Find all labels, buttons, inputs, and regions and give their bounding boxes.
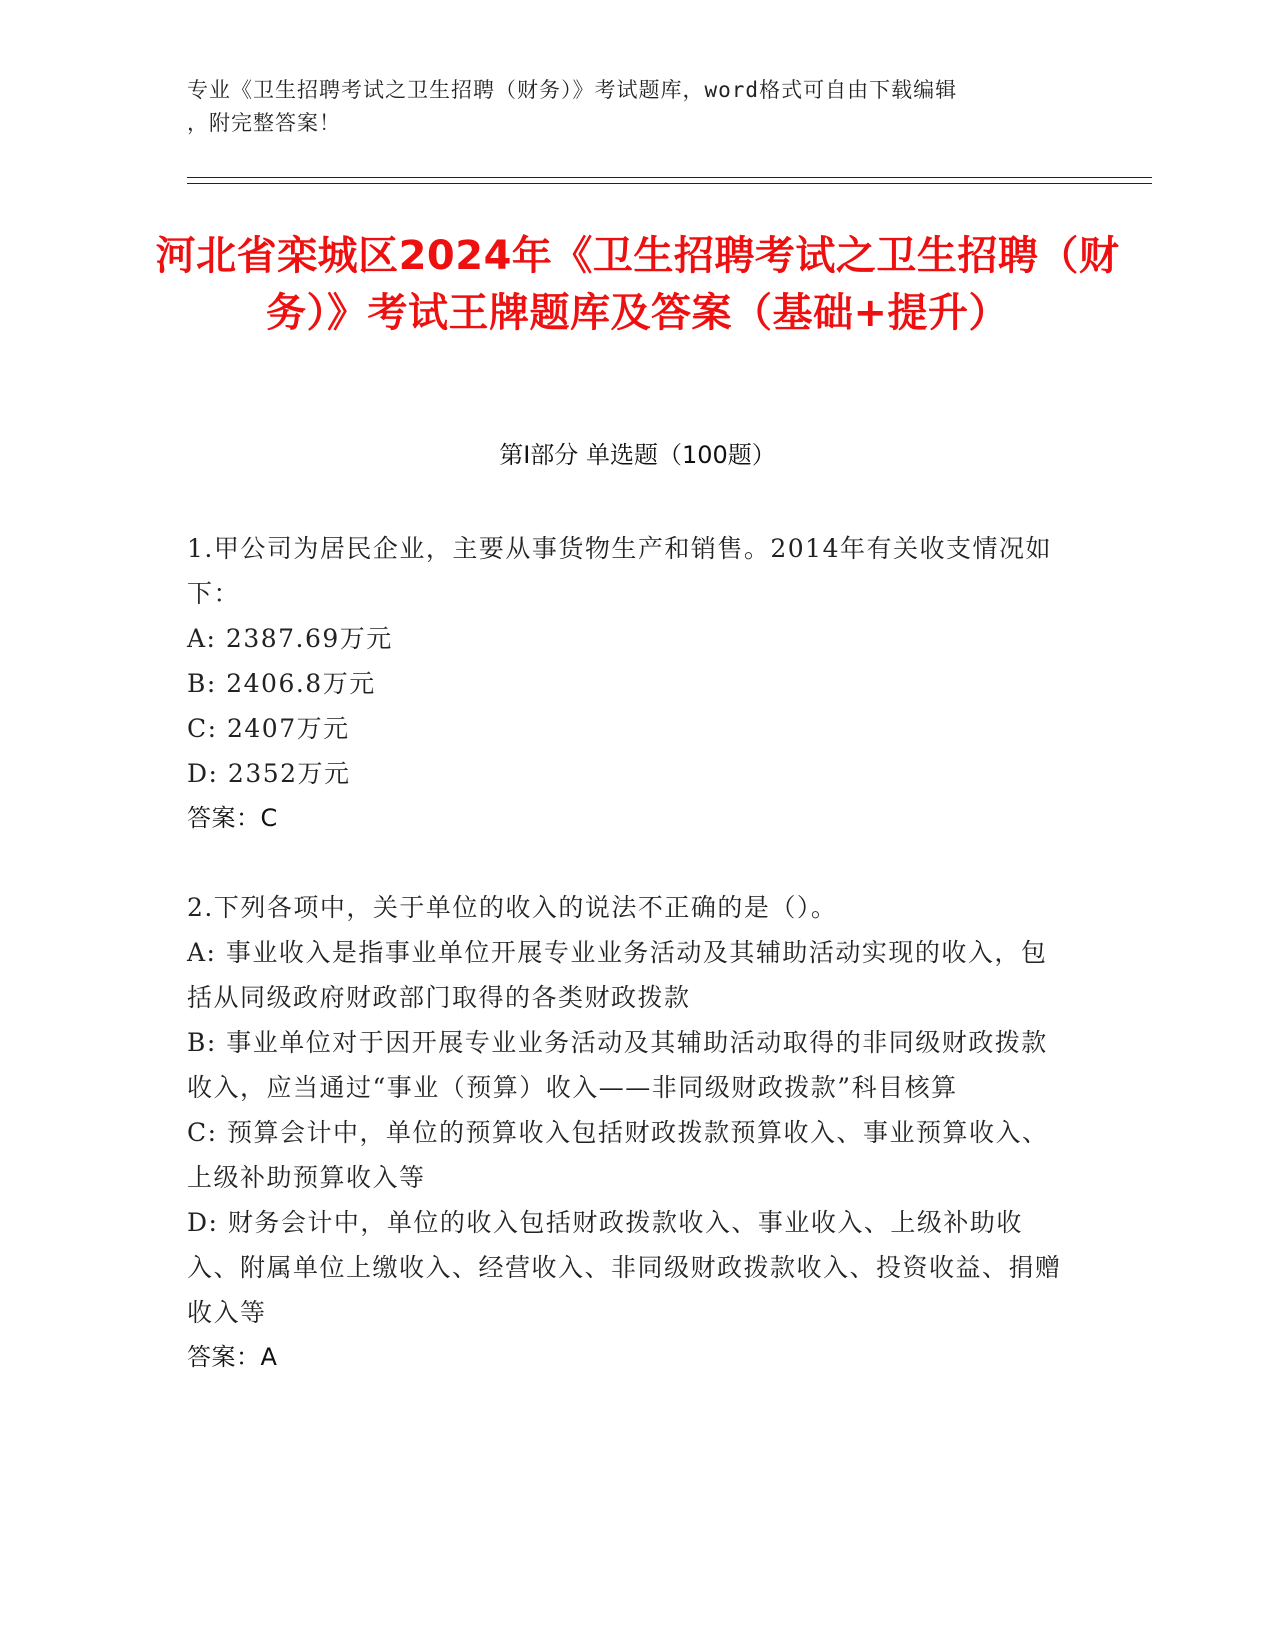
header-note-line1: 专业《卫生招聘考试之卫生招聘（财务）》考试题库，word格式可自由下载编辑 bbox=[187, 78, 958, 102]
question-list bbox=[187, 526, 1067, 1380]
option-a: A: 事业收入是指事业单位开展专业业务活动及其辅助活动实现的收入，包括从同级政府财政部门取得的各类财政拨款 bbox=[187, 938, 1048, 1012]
section-title: 第Ⅰ部分 单选题（100题） bbox=[499, 441, 776, 469]
document-title: 河北省栾城区2024年《卫生招聘考试之卫生招聘（财务）》考试王牌题库及答案（基础+提升） bbox=[155, 233, 1120, 336]
option-d: D: 2352万元 bbox=[187, 759, 351, 788]
answer-text: 答案：C bbox=[187, 804, 278, 832]
header-divider-bottom bbox=[187, 183, 1152, 184]
option-a: A: 2387.69万元 bbox=[187, 624, 393, 653]
answer-text: 答案：A bbox=[187, 1343, 278, 1371]
option-c: C: 预算会计中，单位的预算收入包括财政拨款预算收入、事业预算收入、上级补助预算收入等 bbox=[187, 1118, 1049, 1192]
header-note bbox=[187, 74, 1067, 140]
option-c: C: 2407万元 bbox=[187, 714, 350, 743]
question-1 bbox=[187, 526, 1067, 841]
option-b: B: 2406.8万元 bbox=[187, 669, 376, 698]
header-note-line2: ，附完整答案！ bbox=[187, 111, 341, 135]
header-divider-top bbox=[187, 177, 1152, 178]
option-d: D: 财务会计中，单位的收入包括财政拨款收入、事业收入、上级补助收入、附属单位上缴收入、经营收入、非同级财政拨款收入、投资收益、捐赠收入等 bbox=[187, 1208, 1062, 1327]
question-stem: 1.甲公司为居民企业，主要从事货物生产和销售。2014年有关收支情况如下： bbox=[187, 534, 1052, 608]
question-2 bbox=[187, 885, 1067, 1380]
option-b: B: 事业单位对于因开展专业业务活动及其辅助活动取得的非同级财政拨款收入，应当通过“事业（预算）收入——非同级财政拨款”科目核算 bbox=[187, 1028, 1048, 1102]
question-stem: 2.下列各项中，关于单位的收入的说法不正确的是（）。 bbox=[187, 893, 838, 922]
